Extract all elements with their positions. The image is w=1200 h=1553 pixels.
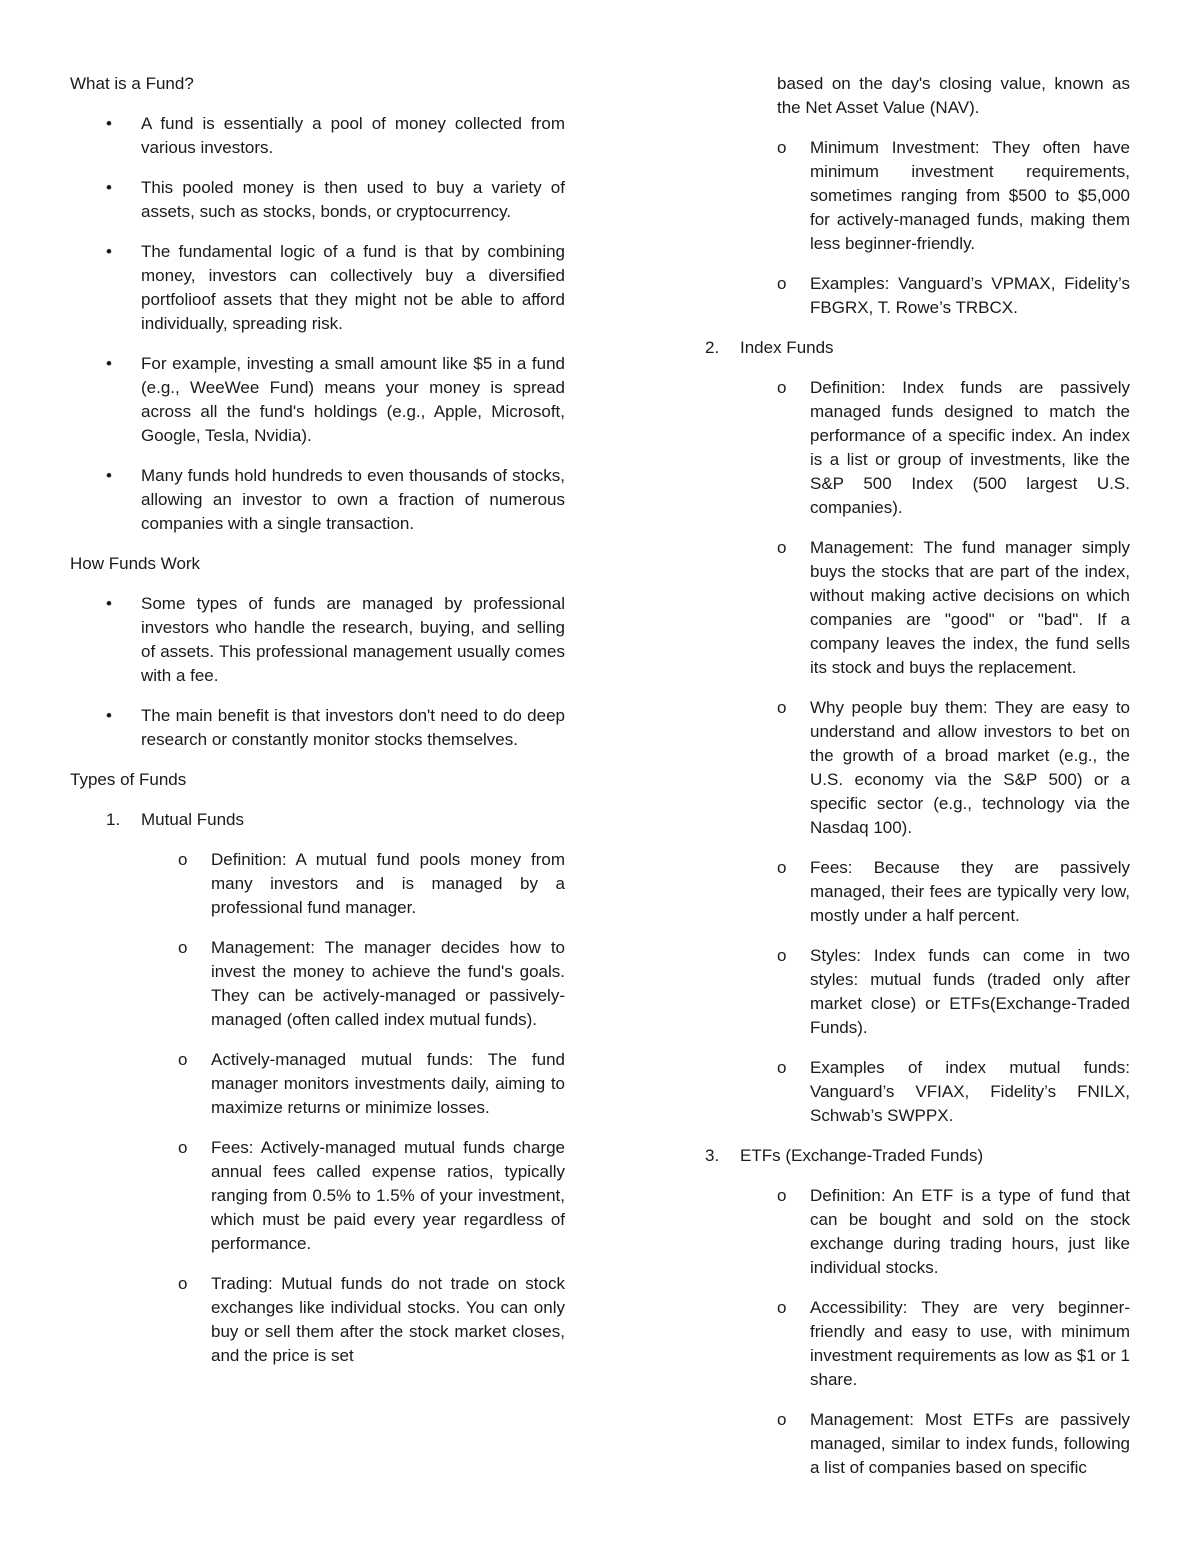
list-item: • The main benefit is that investors don't need to do deep research or constantly monitor stocks themselves. [106,706,565,749]
sub-list-item: o Styles: Index funds can come in two styles: mutual funds (traded only after market close) or ETFs(Exchange-Traded Funds). [777,946,1130,1037]
list-number: 1. [106,810,121,829]
circle-bullet-icon: o [777,858,787,877]
sub-list-item: o Management: Most ETFs are passively managed, similar to index funds, following a list of companies based on specific [777,1410,1130,1477]
sub-list-item: o Definition: A mutual fund pools money from many investors and is managed by a professional fund manager. [178,850,565,917]
bullet-icon: • [106,354,112,373]
list-number: 3. [705,1146,720,1165]
sub-list-item: o Fees: Because they are passively managed, their fees are typically very low, mostly under a half percent. [777,858,1130,925]
right-column [669,72,1130,1496]
circle-bullet-icon: o [178,1050,188,1069]
circle-bullet-icon: o [777,1058,787,1077]
circle-bullet-icon: o [777,378,787,397]
list-item: • This pooled money is then used to buy a variety of assets, such as stocks, bonds, or cryptocurrency. [106,178,565,221]
numbered-item-etfs: 3. ETFs (Exchange-Traded Funds) [669,1144,1130,1168]
sub-list-item: o Minimum Investment: They often have minimum investment requirements, sometimes ranging from $500 to $5,000 for actively-managed funds, making them less beginner-friendly. [777,138,1130,253]
bullet-icon: • [106,178,112,197]
circle-bullet-icon: o [777,1186,787,1205]
sub-list-item: o Management: The fund manager simply buys the stocks that are part of the index, without making active decisions on which companies are "good" or "bad". If a company leaves the index, the fund sells its stock and buys the replacement. [777,538,1130,677]
numbered-item-mutual-funds: 1. Mutual Funds [70,808,565,832]
bullet-icon: • [106,706,112,725]
circle-bullet-icon: o [178,850,188,869]
left-column [70,72,565,1384]
bullet-icon: • [106,114,112,133]
section-heading-types-of-funds: Types of Funds [70,770,187,789]
section-heading-what-is-a-fund: What is a Fund? [70,74,194,93]
circle-bullet-icon: o [777,698,787,717]
sub-list-item: o Definition: Index funds are passively managed funds designed to match the performance of a specific index. An index is a list or group of investments, like the S&P 500 Index (500 largest U.S. companies). [777,378,1130,517]
circle-bullet-icon: o [777,1298,787,1317]
circle-bullet-icon: o [777,274,787,293]
bullet-icon: • [106,466,112,485]
sub-list-item: o Definition: An ETF is a type of fund that can be bought and sold on the stock exchange during trading hours, just like individual stocks. [777,1186,1130,1277]
section-heading-how-funds-work: How Funds Work [70,554,201,573]
list-item: • A fund is essentially a pool of money collected from various investors. [106,114,565,157]
sub-list-item: o Management: The manager decides how to invest the money to achieve the fund's goals. They can be actively-managed or passively-managed (often called index mutual funds). [178,938,565,1029]
sub-list-item: o Accessibility: They are very beginner-friendly and easy to use, with minimum investment requirements as low as $1 or 1 share. [777,1298,1130,1389]
list-number: 2. [705,338,720,357]
circle-bullet-icon: o [777,946,787,965]
list-item: • Some types of funds are managed by professional investors who handle the research, buying, and selling of assets. This professional management usually comes with a fee. [106,594,565,685]
sub-list-item: o Fees: Actively-managed mutual funds charge annual fees called expense ratios, typically ranging from 0.5% to 1.5% of your investment, which must be paid every year regardless of performance. [178,1138,565,1253]
bullet-icon: • [106,242,112,261]
sub-list-item: o Why people buy them: They are easy to understand and allow investors to bet on the growth of a broad market (e.g., the U.S. economy via the S&P 500) or a specific sector (e.g., technology via the Nasdaq 100). [777,698,1130,837]
circle-bullet-icon: o [777,538,787,557]
sub-list-item: o Actively-managed mutual funds: The fund manager monitors investments daily, aiming to maximize returns or minimize losses. [178,1050,565,1117]
circle-bullet-icon: o [777,1410,787,1429]
list-item: • The fundamental logic of a fund is that by combining money, investors can collectively buy a diversified portfolioof assets that they might not be able to afford individually, spreading risk. [106,242,565,333]
sub-list-item: o Examples: Vanguard’s VPMAX, Fidelity’s FBGRX, T. Rowe’s TRBCX. [777,274,1130,317]
continued-text: based on the day's closing value, known as the Net Asset Value (NAV). [777,74,1130,117]
circle-bullet-icon: o [178,1274,188,1293]
circle-bullet-icon: o [178,1138,188,1157]
sub-list-item: o Examples of index mutual funds: Vanguard’s VFIAX, Fidelity’s FNILX, Schwab’s SWPPX. [777,1058,1130,1125]
bullet-icon: • [106,594,112,613]
list-item: • Many funds hold hundreds to even thousands of stocks, allowing an investor to own a fraction of numerous companies with a single transaction. [106,466,565,533]
numbered-item-index-funds: 2. Index Funds [669,336,1130,360]
sub-list-item: o Trading: Mutual funds do not trade on stock exchanges like individual stocks. You can only buy or sell them after the stock market closes, and the price is set [178,1274,565,1365]
circle-bullet-icon: o [178,938,188,957]
list-item: • For example, investing a small amount like $5 in a fund (e.g., WeeWee Fund) means your money is spread across all the fund's holdings (e.g., Apple, Microsoft, Google, Tesla, Nvidia). [106,354,565,445]
circle-bullet-icon: o [777,138,787,157]
